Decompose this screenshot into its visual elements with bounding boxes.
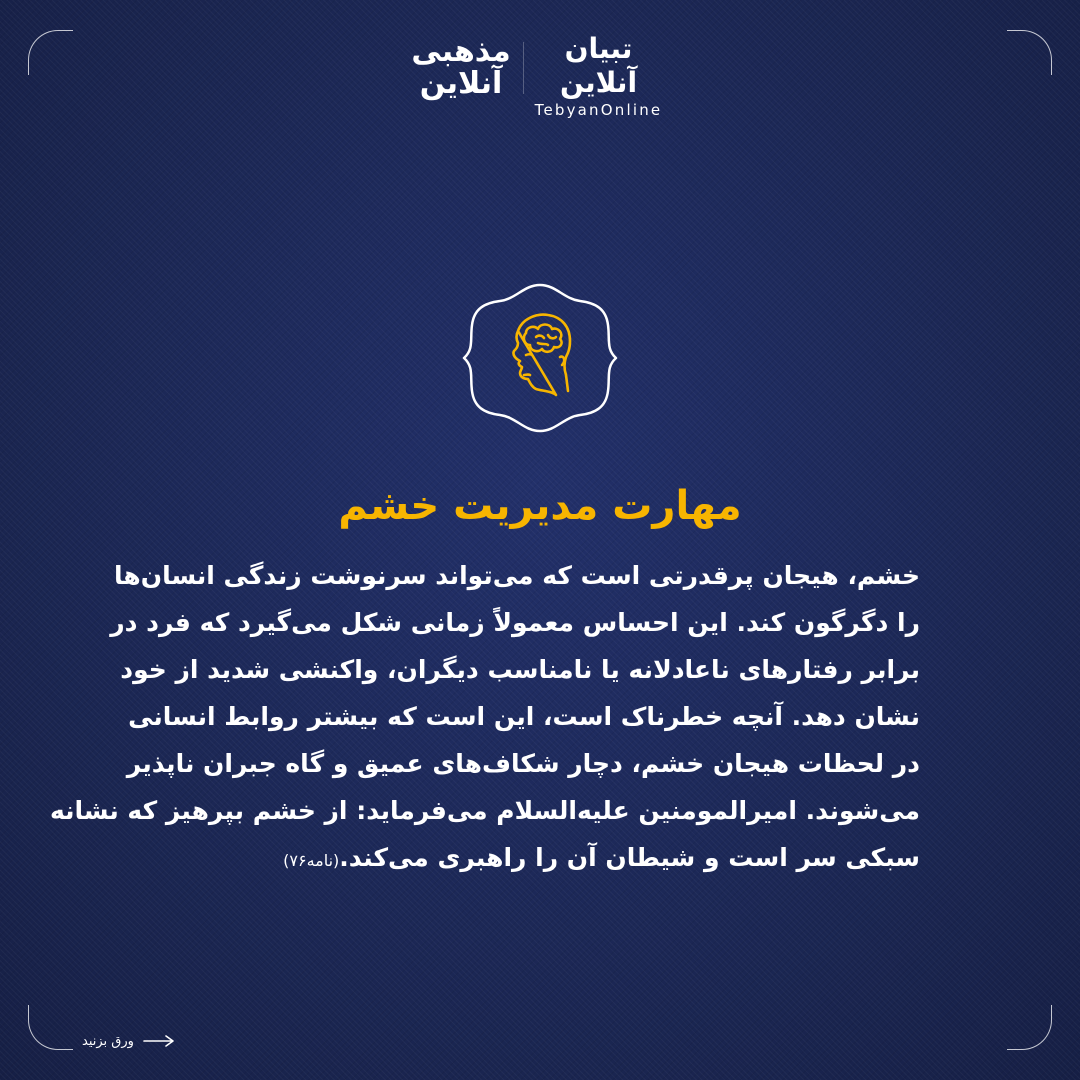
page-title: مهارت مدیریت خشم [338,483,742,529]
logo-mazhabi-line1: مذهبی [411,34,511,69]
header [0,28,1080,120]
arrow-right-icon [142,1034,176,1048]
body-line-1: خشم، هیجان پرقدرتی است که می‌تواند سرنوشت زندگی انسان‌ها [114,561,920,590]
swipe-hint[interactable] [82,1030,176,1052]
emblem-frame [464,285,616,431]
logo-tebyan-fa: تبیان آنلاین [559,32,638,99]
body-line-3: برابر رفتارهای ناعادلانه یا نامناسب دیگران، واکنشی شدید از خود [120,655,920,684]
logo-tebyan-online [526,32,671,119]
body-line-7-text: سبکی سر است و شیطان آن را راهبری می‌کند. [339,843,920,872]
logo-tebyan-en: TebyanOnline [534,101,663,120]
logo-mazhabi-line2: آنلاین [419,65,503,101]
body-line-6: می‌شوند. امیرالمومنین علیه‌السلام می‌فرماید: از خشم بپرهیز که نشانه [49,796,920,825]
body-line-5: در لحظات هیجان خشم، دچار شکاف‌های عمیق و گاه جبران ناپذیر [126,749,920,778]
logo-divider [523,42,524,94]
emblem [460,283,620,433]
citation: (نامه۷۶) [283,851,340,870]
corner-bottom-left [28,1005,73,1050]
body-paragraph [49,552,920,884]
body-line-2: را دگرگون کند. این احساس معمولاً زمانی شکل می‌گیرد که فرد در [110,608,920,637]
body-line-4: نشان دهد. آنچه خطرناک است، این است که بیشتر روابط انسانی [128,702,920,731]
logo-mazhabi-online [406,36,516,99]
body-line-7 [160,834,920,884]
corner-bottom-right [1007,1005,1052,1050]
head-brain-icon [513,315,570,395]
swipe-hint-label: ورق بزنید [82,1033,134,1049]
